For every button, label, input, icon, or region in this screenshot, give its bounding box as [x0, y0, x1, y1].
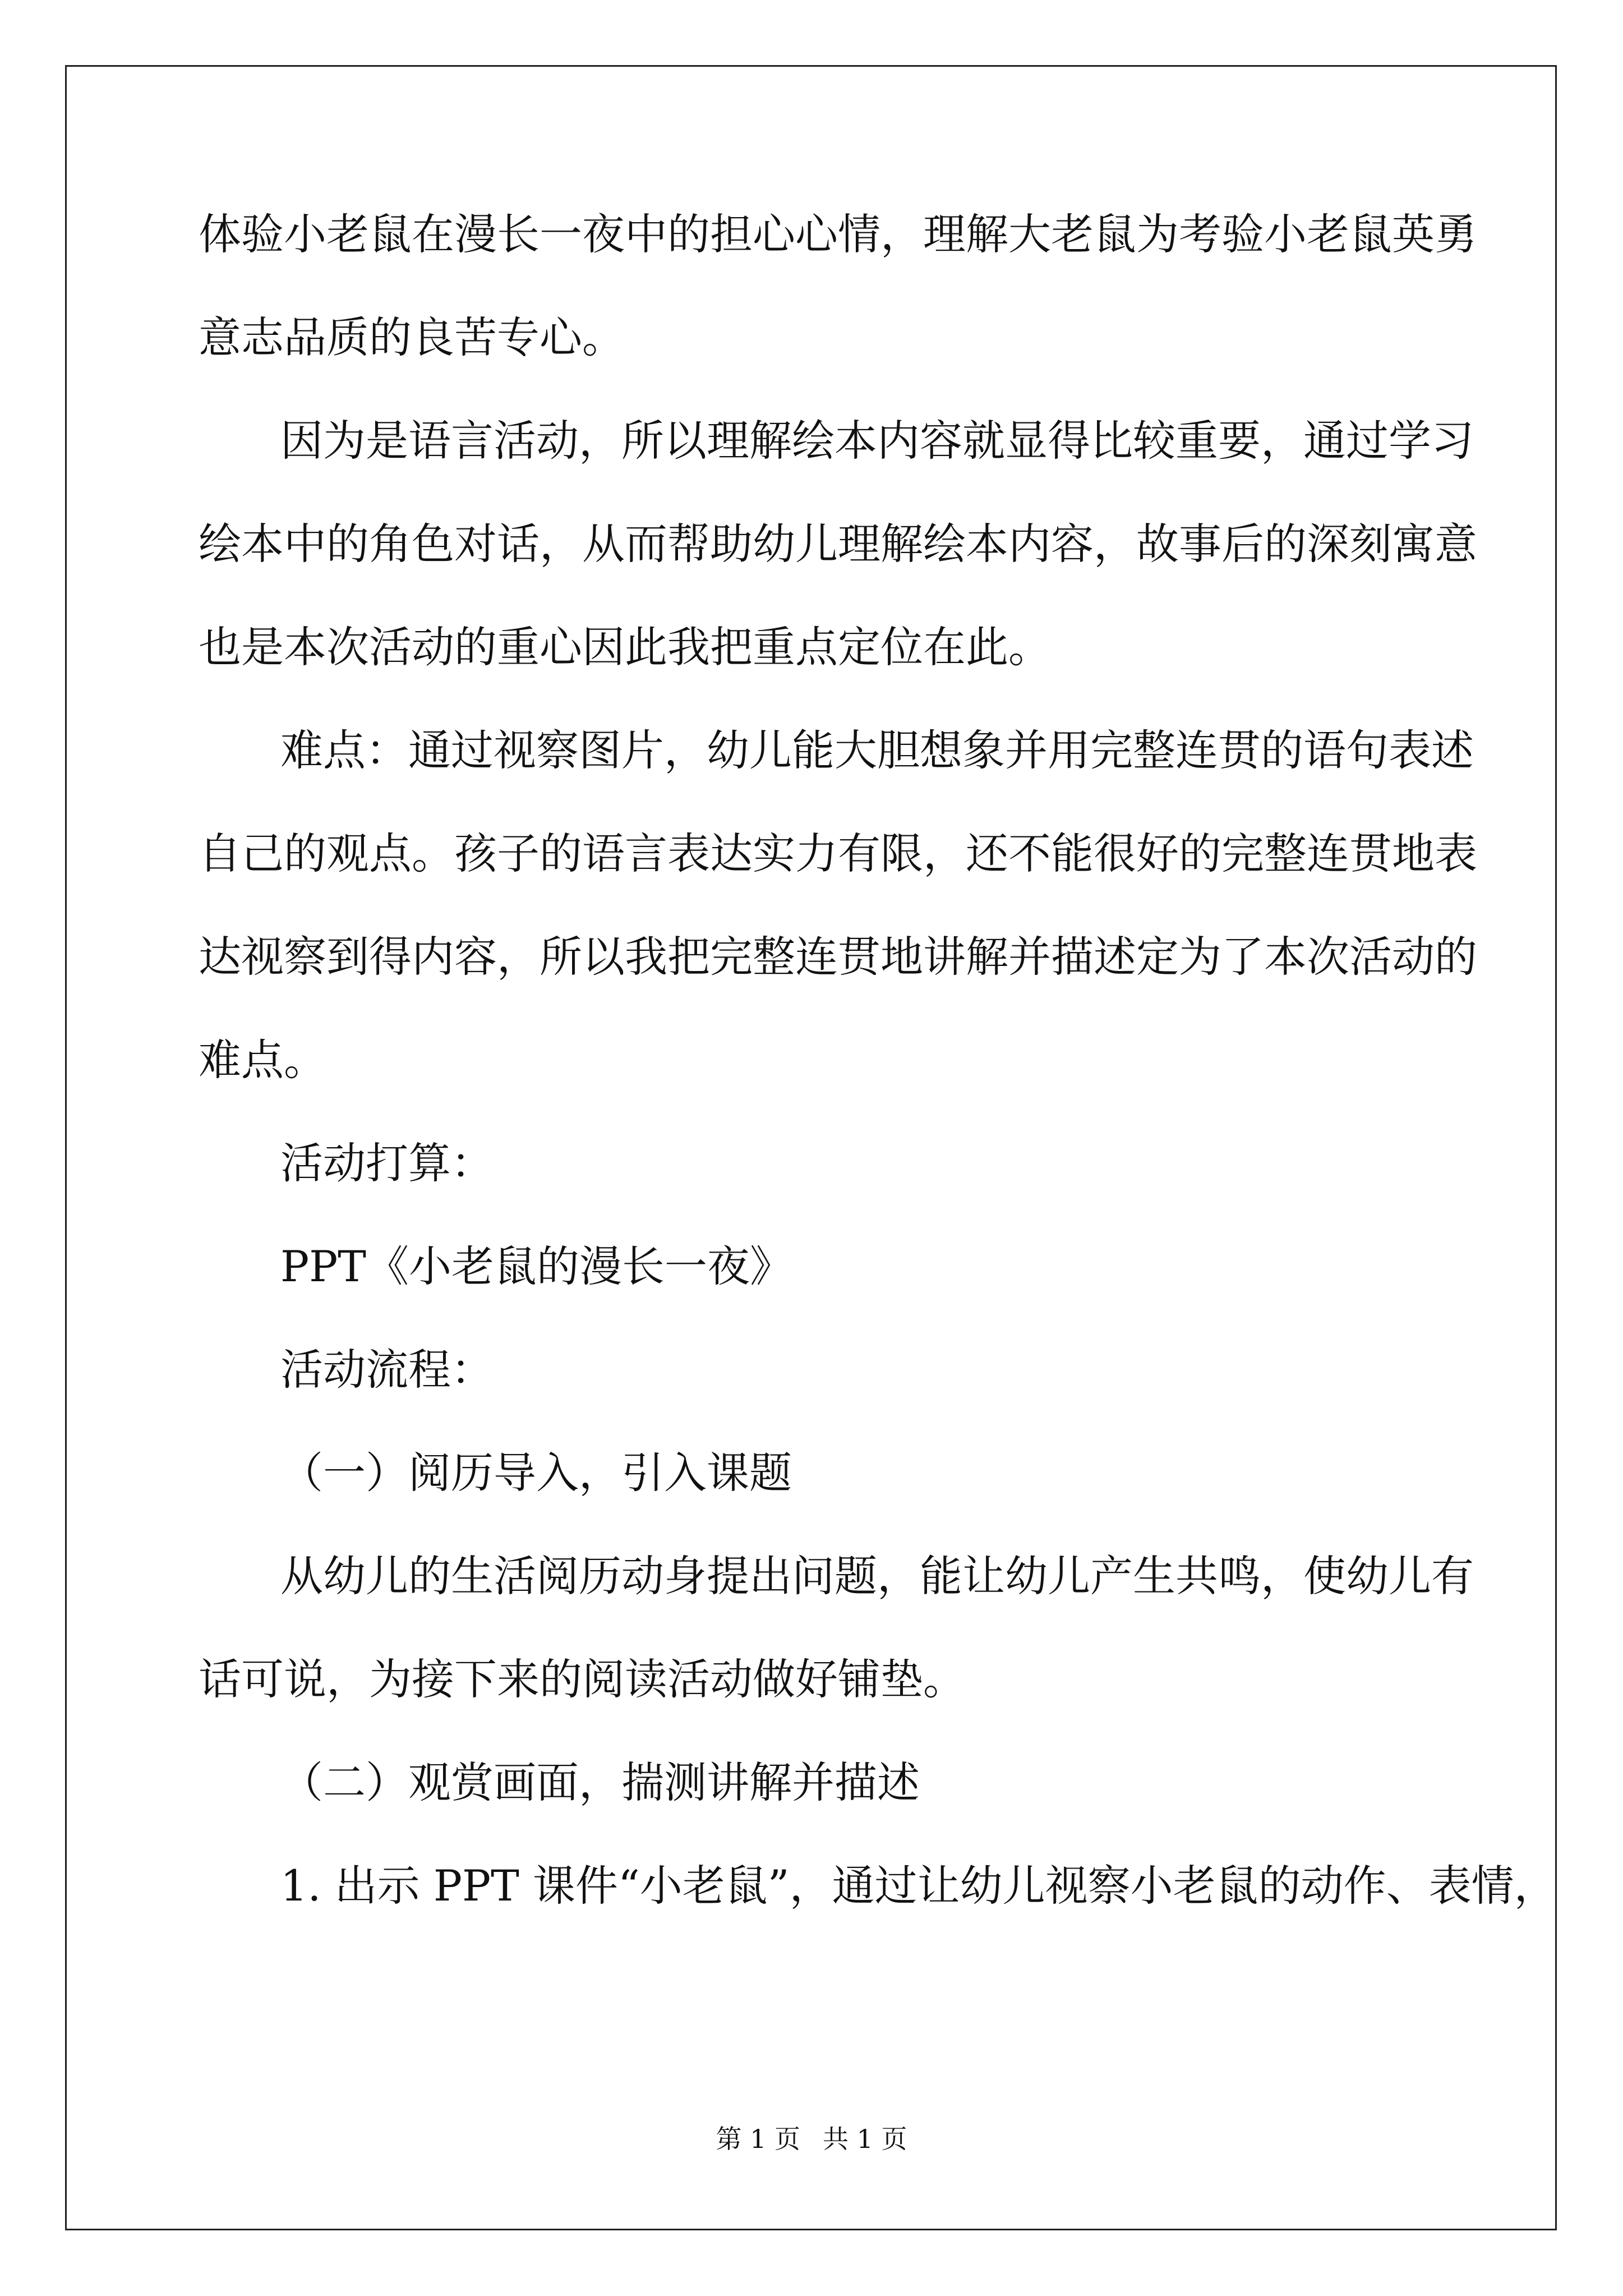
text-line: 自己的观点。孩子的语言表达实力有限，还不能很好的完整连贯地表	[199, 829, 1477, 878]
page-total: 共 1 页	[823, 2124, 907, 2154]
document-body	[199, 209, 1557, 1968]
text-line: 意志品质的良苦专心。	[199, 312, 625, 362]
text-line: 话可说，为接下来的阅读活动做好铺垫。	[199, 1654, 966, 1704]
section-heading: 活动打算：	[280, 1138, 494, 1188]
text-line: 难点。	[199, 1035, 326, 1085]
page-number: 第 1 页	[716, 2124, 800, 2154]
text-line: PPT《小老鼠的漫长一夜》	[280, 1241, 792, 1291]
text-line: 也是本次活动的重心因此我把重点定位在此。	[199, 622, 1051, 672]
text-line: 因为是语言活动，所以理解绘本内容就显得比较重要，通过学习	[280, 416, 1474, 466]
text-line: 1. 出示 PPT 课件“小老鼠”，通过让幼儿视察小老鼠的动作、表情，	[280, 1861, 1557, 1911]
page-footer	[0, 2126, 1623, 2152]
text-line: 绘本中的角色对话，从而帮助幼儿理解绘本内容，故事后的深刻寓意	[199, 519, 1477, 569]
text-line: 从幼儿的生活阅历动身提出问题，能让幼儿产生共鸣，使幼儿有	[280, 1551, 1474, 1601]
text-line: 体验小老鼠在漫长一夜中的担心心情，理解大老鼠为考验小老鼠英勇	[199, 209, 1477, 259]
text-line: 达视察到得内容，所以我把完整连贯地讲解并描述定为了本次活动的	[199, 932, 1477, 982]
section-heading: 活动流程：	[280, 1345, 494, 1395]
section-heading: （一）阅历导入，引入课题	[280, 1448, 792, 1498]
text-line: 难点：通过视察图片，幼儿能大胆想象并用完整连贯的语句表述	[280, 725, 1474, 775]
section-heading: （二）观赏画面，揣测讲解并描述	[280, 1757, 920, 1807]
